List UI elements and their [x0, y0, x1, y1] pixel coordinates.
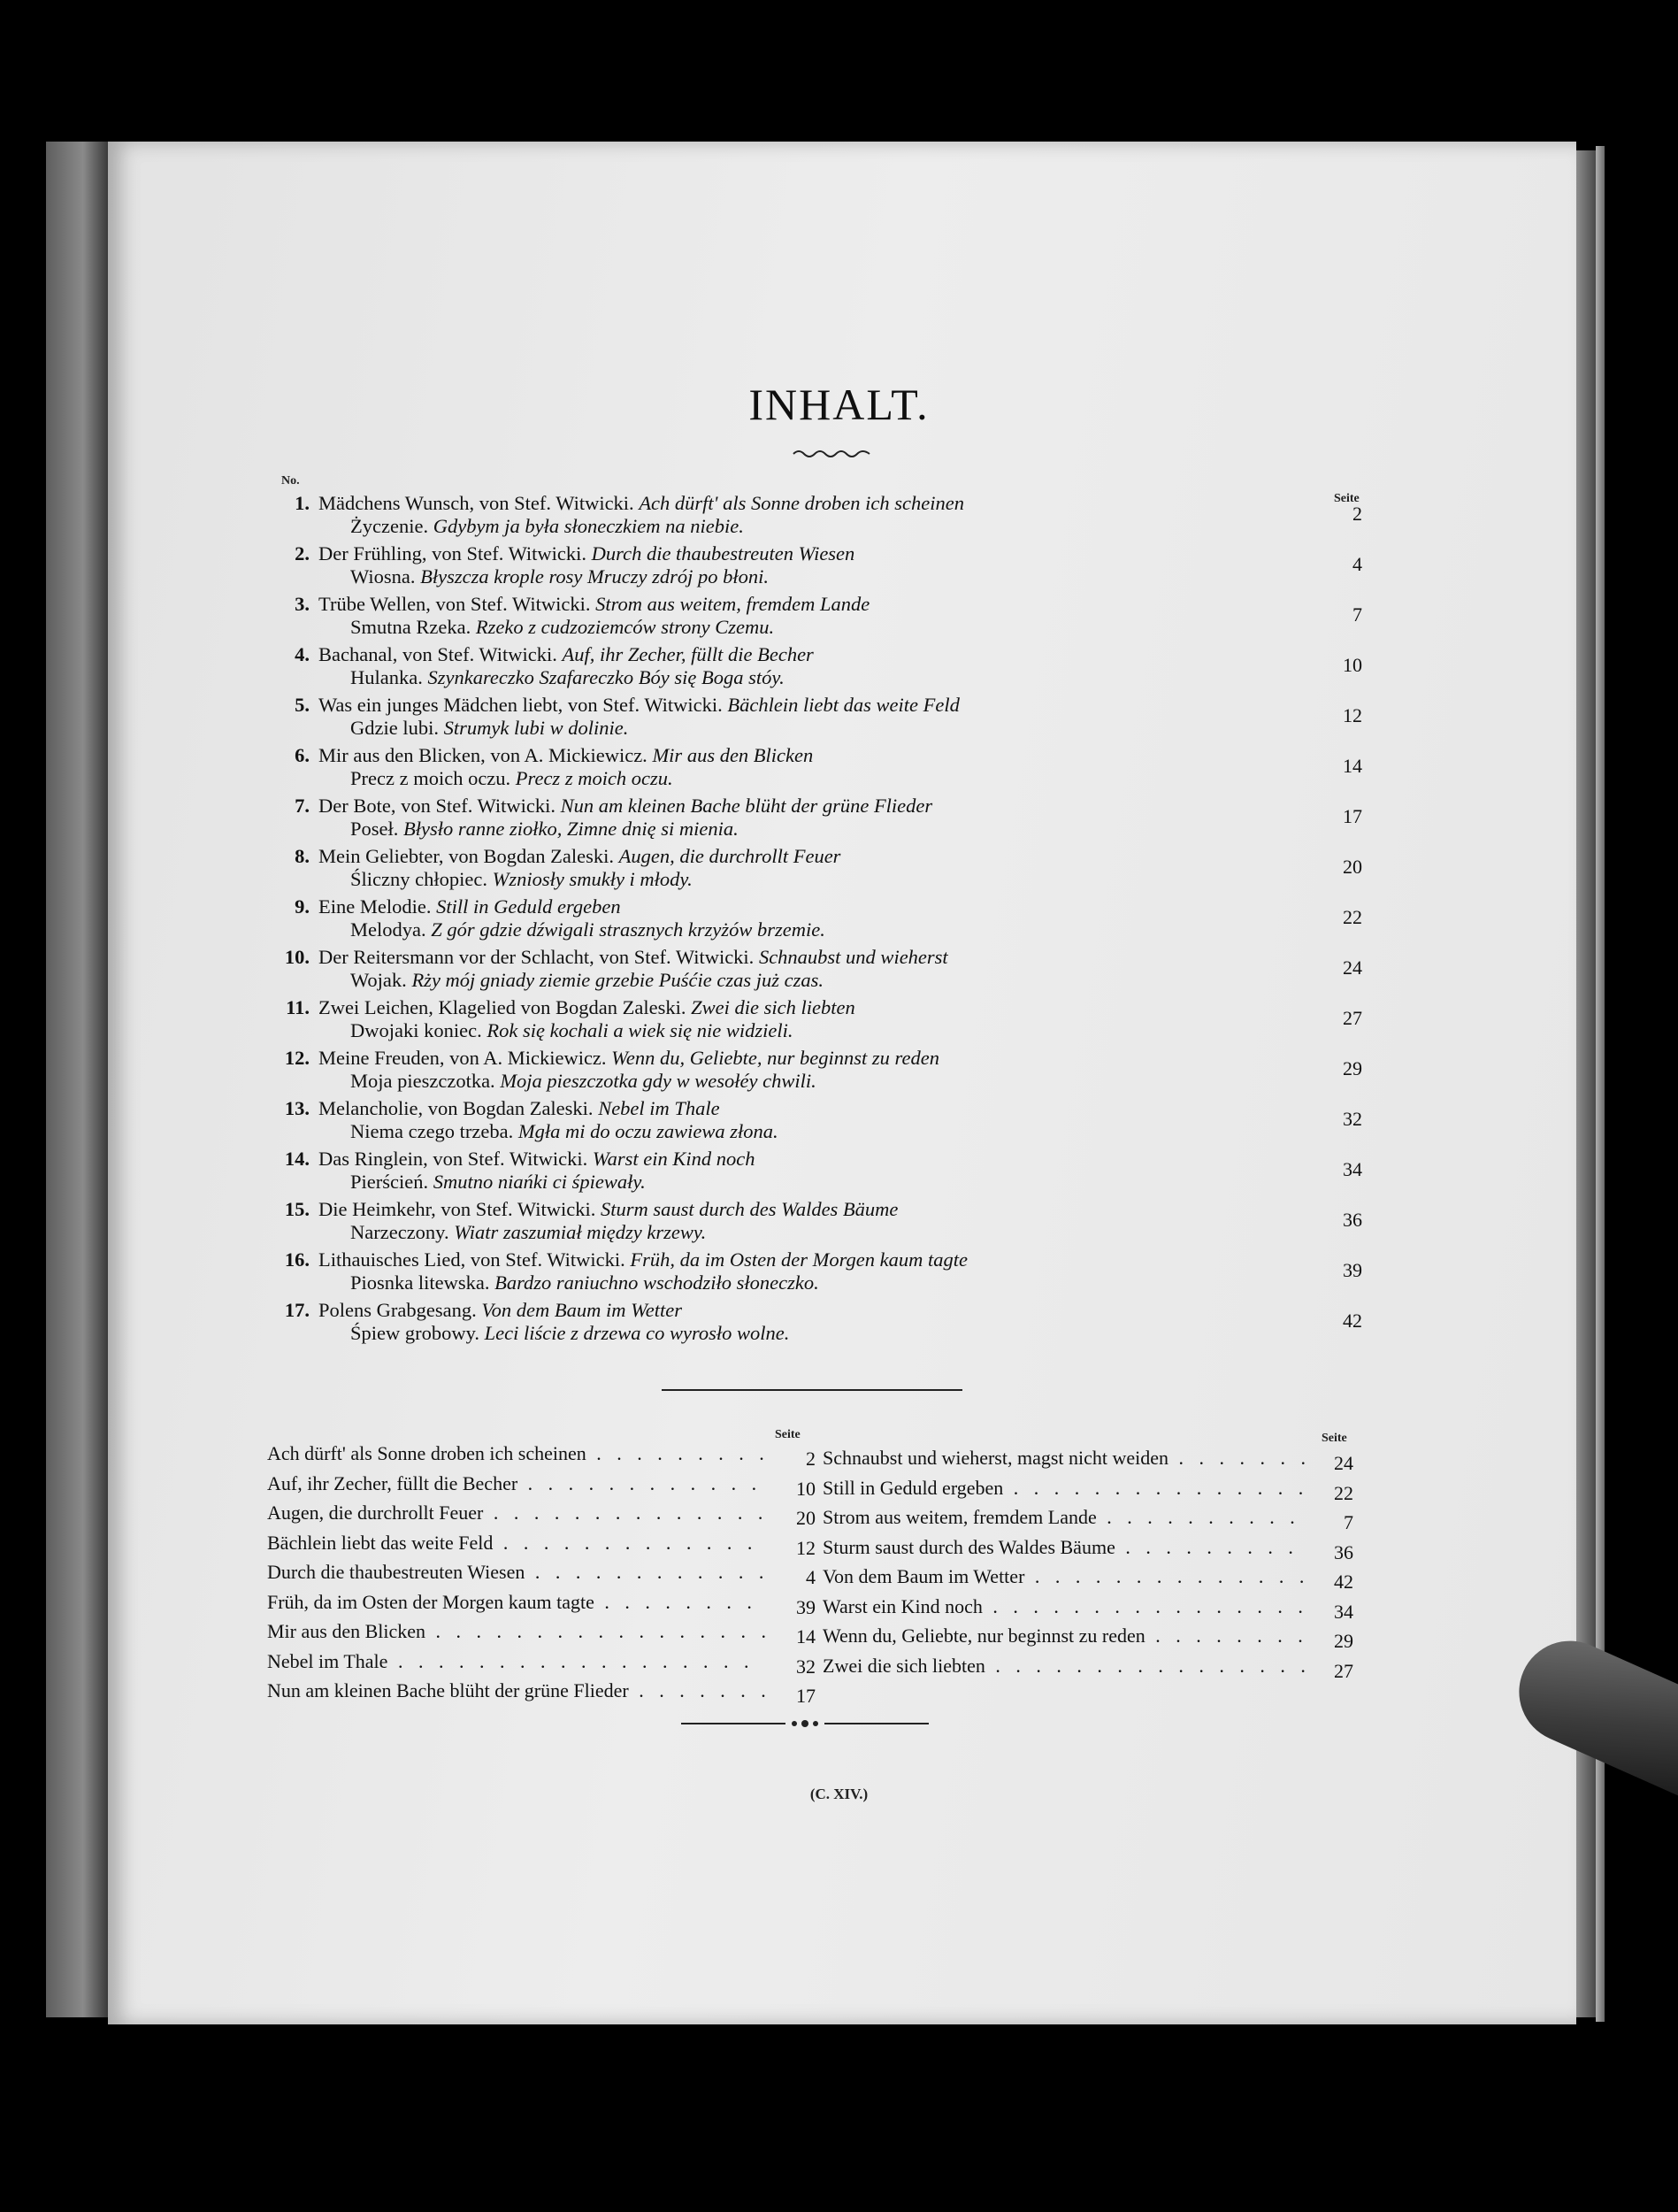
toc-entry	[265, 991, 1362, 1041]
leader-dots: . . . . . . . . .	[586, 1442, 770, 1464]
toc-entry	[265, 789, 1362, 840]
leader-dots: . . . . . . . . . . . . . . .	[1003, 1476, 1309, 1499]
toc-entry-title: Meine Freuden, von A. Mickiewicz.	[318, 1047, 607, 1069]
index-row	[267, 1591, 816, 1621]
index-title	[267, 1679, 771, 1702]
index-row	[267, 1561, 816, 1591]
toc-entry-title: Mein Geliebter, von Bogdan Zaleski.	[318, 845, 615, 867]
index-page: 20	[796, 1507, 816, 1529]
toc-entry	[265, 588, 1362, 638]
toc-entry	[265, 487, 1362, 537]
index-row	[823, 1506, 1353, 1536]
toc-entry-polish-title: Dwojaki koniec.	[350, 1019, 482, 1041]
section-divider	[662, 1389, 962, 1391]
toc-entry-page: 20	[1343, 856, 1362, 878]
index-title-text: Augen, die durchrollt Feuer	[267, 1502, 484, 1524]
toc-page-header: Seite	[1334, 492, 1360, 505]
toc-entry	[265, 1041, 1362, 1092]
toc-entry-page: 32	[1343, 1108, 1362, 1130]
toc-entry-page: 7	[1352, 603, 1362, 626]
toc-entry-german	[265, 1097, 1362, 1120]
toc-entry-title: Mir aus den Blicken, von A. Mickiewicz.	[318, 744, 647, 766]
index-page: 42	[1334, 1571, 1353, 1593]
toc-entry-number: 17.	[284, 1299, 310, 1321]
toc-entry-polish-incipit: Wiatr zaszumiał między krzewy.	[454, 1221, 707, 1243]
leader-dots: . . . . . . . . . . . . . . . .	[985, 1654, 1311, 1677]
index-row	[267, 1442, 816, 1472]
toc-entry-polish-title: Wojak.	[350, 969, 407, 991]
index-title-text: Nebel im Thale	[267, 1649, 388, 1672]
toc-entry-german	[265, 795, 1362, 818]
index-title-text: Mir aus den Blicken	[267, 1620, 426, 1642]
toc-entry-polish	[265, 616, 1362, 639]
table-of-contents	[265, 487, 1362, 1344]
toc-entry-german	[265, 1248, 1362, 1271]
toc-entry-number: 16.	[284, 1248, 310, 1271]
toc-entry-incipit: Von dem Baum im Wetter	[481, 1299, 682, 1321]
toc-entry-page: 27	[1343, 1007, 1362, 1029]
toc-entry-polish-incipit: Rży mój gniady ziemie grzebie Puśćie czas już czas.	[411, 969, 824, 991]
toc-entry-polish-title: Smutna Rzeka.	[350, 616, 471, 638]
toc-entry-title: Zwei Leichen, Klagelied von Bogdan Zaleski.	[318, 996, 686, 1018]
toc-entry-polish-incipit: Gdybym ja była słoneczkiem na niebie.	[433, 515, 744, 537]
index-title	[267, 1502, 768, 1525]
toc-entry-page: 4	[1352, 553, 1362, 575]
toc-entry-incipit: Mir aus den Blicken	[652, 744, 814, 766]
toc-entry-incipit: Augen, die durchrollt Feuer	[618, 845, 841, 867]
toc-entry-german	[265, 593, 1362, 616]
toc-entry-incipit: Auf, ihr Zecher, füllt die Becher	[562, 643, 814, 665]
toc-entry-polish-incipit: Strumyk lubi w dolinie.	[443, 717, 629, 739]
toc-entry-incipit: Durch die thaubestreuten Wiesen	[591, 542, 855, 565]
leader-dots: . . . . . . . . . . . .	[525, 1561, 770, 1583]
toc-entry-title: Der Frühling, von Stef. Witwicki.	[318, 542, 587, 565]
index-title	[823, 1655, 1311, 1678]
first-line-index-left	[267, 1442, 816, 1709]
index-title-text: Von dem Baum im Wetter	[823, 1565, 1025, 1587]
toc-entry-number: 14.	[284, 1148, 310, 1170]
toc-entry-polish-incipit: Leci liście z drzewa co wyrosło wolne.	[484, 1322, 790, 1344]
toc-entry-german	[265, 946, 1362, 969]
toc-entry-page: 22	[1343, 906, 1362, 928]
index-row	[823, 1655, 1353, 1685]
toc-entry-number: 13.	[284, 1097, 310, 1119]
toc-entry	[265, 1193, 1362, 1243]
toc-entry-polish	[265, 666, 1362, 689]
toc-entry-polish-title: Narzeczony.	[350, 1221, 449, 1243]
toc-entry-incipit: Ach dürft' als Sonne droben ich scheinen	[639, 492, 964, 514]
index-page: 34	[1334, 1600, 1353, 1623]
toc-entry-title: Die Heimkehr, von Stef. Witwicki.	[318, 1198, 596, 1220]
toc-entry	[265, 688, 1362, 739]
index-title-text: Durch die thaubestreuten Wiesen	[267, 1561, 525, 1583]
index-title-text: Wenn du, Geliebte, nur beginnst zu reden	[823, 1624, 1145, 1647]
toc-entry-polish-incipit: Wzniosły smukły i młody.	[492, 868, 693, 890]
toc-entry-page: 42	[1343, 1310, 1362, 1332]
toc-entry	[265, 1243, 1362, 1294]
toc-entry-number: 4.	[295, 643, 310, 665]
index-title-text: Bächlein liebt das weite Feld	[267, 1531, 494, 1554]
index-title-text: Strom aus weitem, fremdem Lande	[823, 1506, 1097, 1528]
index-title-text: Früh, da im Osten der Morgen kaum tagte	[267, 1590, 594, 1613]
toc-entry-german	[265, 492, 1362, 515]
index-page: 14	[796, 1625, 816, 1647]
toc-entry-polish	[265, 1171, 1362, 1194]
index-row	[267, 1472, 816, 1502]
title-ornament	[792, 448, 871, 460]
index-title	[823, 1447, 1311, 1470]
toc-entry-polish-title: Śliczny chłopiec.	[350, 868, 487, 890]
toc-entry-incipit: Nebel im Thale	[598, 1097, 720, 1119]
toc-entry-polish-title: Niema czego trzeba.	[350, 1120, 514, 1142]
toc-entry-polish-title: Melodya.	[350, 918, 426, 941]
toc-entry-page: 12	[1343, 704, 1362, 726]
toc-entry-title: Lithauisches Lied, von Stef. Witwicki.	[318, 1248, 625, 1271]
index-title-text: Auf, ihr Zecher, füllt die Becher	[267, 1471, 518, 1494]
toc-entry-number: 8.	[295, 845, 310, 867]
toc-entry-title: Mädchens Wunsch, von Stef. Witwicki.	[318, 492, 634, 514]
index-page: 7	[1344, 1511, 1353, 1533]
toc-entry-title: Bachanal, von Stef. Witwicki.	[318, 643, 557, 665]
toc-entry-polish-incipit: Błysło ranne ziołko, Zimne dnię si mienia.	[403, 818, 739, 840]
index-title-text: Schnaubst und wieherst, magst nicht weiden	[823, 1447, 1169, 1469]
index-row	[823, 1595, 1353, 1625]
toc-entry-polish-title: Wiosna.	[350, 565, 416, 588]
toc-entry-german	[265, 694, 1362, 717]
index-title	[823, 1595, 1308, 1618]
toc-entry	[265, 1092, 1362, 1142]
toc-entry-german	[265, 895, 1362, 918]
toc-entry-polish	[265, 1322, 1362, 1345]
index-row	[823, 1477, 1353, 1507]
toc-entry-title: Der Bote, von Stef. Witwicki.	[318, 795, 556, 817]
index-row	[267, 1679, 816, 1709]
index-title	[823, 1624, 1308, 1647]
toc-entry-polish-incipit: Bardzo raniuchno wschodziło słoneczko.	[494, 1271, 819, 1294]
toc-entry-polish-title: Precz z moich oczu.	[350, 767, 511, 789]
index-title	[823, 1477, 1308, 1500]
toc-entry-title: Polens Grabgesang.	[318, 1299, 477, 1321]
index-page: 24	[1334, 1452, 1353, 1474]
toc-entry-polish	[265, 767, 1362, 790]
bottom-ornament	[681, 1717, 929, 1731]
leader-dots: . . . . . . . .	[1145, 1624, 1308, 1647]
toc-entry-polish	[265, 969, 1362, 992]
toc-entry-page: 10	[1343, 654, 1362, 676]
toc-entry-page: 24	[1343, 956, 1362, 979]
index-title-text: Zwei die sich liebten	[823, 1654, 985, 1677]
index-title-text: Nun am kleinen Bache blüht der grüne Flieder	[267, 1679, 629, 1701]
toc-entry	[265, 638, 1362, 688]
index-row	[823, 1536, 1353, 1566]
toc-entry-polish-incipit: Precz z moich oczu.	[515, 767, 673, 789]
toc-entry-incipit: Schnaubst und wieherst	[758, 946, 948, 968]
toc-entry-number: 15.	[284, 1198, 310, 1220]
toc-entry-polish	[265, 1221, 1362, 1244]
toc-entry	[265, 537, 1362, 588]
index-page: 27	[1334, 1659, 1353, 1682]
toc-entry-polish	[265, 1019, 1362, 1042]
toc-entry-polish-incipit: Rzeko z cudzoziemców strony Czemu.	[475, 616, 775, 638]
index-row	[823, 1447, 1353, 1477]
toc-entry-polish-title: Życzenie.	[350, 515, 429, 537]
toc-entry-incipit: Sturm saust durch des Waldes Bäume	[600, 1198, 899, 1220]
index-title-text: Warst ein Kind noch	[823, 1594, 983, 1617]
index-title	[267, 1472, 762, 1495]
toc-entry-title: Der Reitersmann vor der Schlacht, von Stef. Witwicki.	[318, 946, 755, 968]
toc-entry-polish	[265, 868, 1362, 891]
toc-entry-number: 10.	[284, 946, 310, 968]
catalog-number: (C. XIV.)	[809, 1786, 869, 1802]
page-title: INHALT.	[748, 380, 930, 429]
toc-entry-polish-incipit: Smutno niańki ci śpiewały.	[433, 1171, 646, 1193]
toc-entry-polish	[265, 1070, 1362, 1093]
index-title	[267, 1561, 769, 1584]
index-row	[267, 1620, 816, 1650]
index-page: 17	[796, 1685, 816, 1707]
toc-entry-polish	[265, 717, 1362, 740]
index-row	[823, 1565, 1353, 1595]
toc-entry-polish	[265, 1120, 1362, 1143]
toc-entry-incipit: Früh, da im Osten der Morgen kaum tagte	[630, 1248, 968, 1271]
toc-entry-title: Eine Melodie.	[318, 895, 432, 918]
index-page: 36	[1334, 1540, 1353, 1563]
toc-entry-polish	[265, 515, 1362, 538]
toc-number-header: No.	[281, 474, 300, 488]
toc-entry-german	[265, 1047, 1362, 1070]
toc-entry-polish	[265, 918, 1362, 941]
toc-entry-page: 2	[1352, 503, 1362, 525]
toc-entry-title: Melancholie, von Bogdan Zaleski.	[318, 1097, 594, 1119]
index-left-page-header: Seite	[775, 1428, 801, 1441]
index-title-text: Ach dürft' als Sonne droben ich scheinen	[267, 1442, 586, 1464]
leader-dots: . . . . . . . .	[594, 1590, 757, 1613]
toc-entry-german	[265, 996, 1362, 1019]
index-title	[823, 1506, 1300, 1529]
toc-entry-number: 3.	[295, 593, 310, 615]
toc-entry-german	[265, 542, 1362, 565]
index-title	[267, 1442, 770, 1465]
toc-entry-number: 5.	[295, 694, 310, 716]
index-right-page-header: Seite	[1322, 1432, 1347, 1445]
toc-entry-incipit: Warst ein Kind noch	[592, 1148, 755, 1170]
toc-entry	[265, 890, 1362, 941]
toc-entry-page: 34	[1343, 1158, 1362, 1180]
toc-entry-polish-title: Hulanka.	[350, 666, 423, 688]
index-title	[823, 1565, 1309, 1588]
toc-entry-german	[265, 1198, 1362, 1221]
leader-dots: . . . . . . . . . . . . .	[493, 1531, 758, 1554]
toc-entry-title: Das Ringlein, von Stef. Witwicki.	[318, 1148, 588, 1170]
toc-entry	[265, 840, 1362, 890]
index-page: 2	[806, 1448, 816, 1470]
toc-entry-number: 12.	[284, 1047, 310, 1069]
leader-dots: . . . . . . . . .	[1115, 1535, 1299, 1558]
index-title	[267, 1620, 771, 1643]
index-row	[267, 1532, 816, 1562]
index-title	[267, 1650, 754, 1673]
leader-dots: . . . . . . . . . . . .	[517, 1471, 762, 1494]
leader-dots: . . . . . . . . . . . . . . . .	[982, 1594, 1308, 1617]
toc-entry-page: 29	[1343, 1057, 1362, 1079]
toc-entry-polish-title: Pierścień.	[350, 1171, 429, 1193]
leader-dots: . . . . . . . . . .	[1096, 1506, 1300, 1528]
leader-dots: . . . . . . . . . . . . . . . . .	[425, 1620, 772, 1642]
toc-entry	[265, 1142, 1362, 1193]
toc-entry-incipit: Bächlein liebt das weite Feld	[727, 694, 960, 716]
toc-entry-incipit: Wenn du, Geliebte, nur beginnst zu reden	[611, 1047, 939, 1069]
toc-entry-title: Trübe Wellen, von Stef. Witwicki.	[318, 593, 591, 615]
toc-entry-polish-title: Poseł.	[350, 818, 399, 840]
toc-entry-incipit: Nun am kleinen Bache blüht der grüne Flieder	[560, 795, 933, 817]
toc-entry-polish	[265, 1271, 1362, 1294]
index-title-text: Still in Geduld ergeben	[823, 1476, 1004, 1499]
index-row	[267, 1650, 816, 1680]
leader-dots: . . . . . . .	[628, 1679, 771, 1701]
toc-entry-number: 11.	[286, 996, 310, 1018]
index-row	[823, 1624, 1353, 1655]
toc-entry-polish	[265, 818, 1362, 841]
index-page: 39	[796, 1595, 816, 1618]
toc-entry-number: 9.	[295, 895, 310, 918]
index-page: 12	[796, 1536, 816, 1559]
index-title	[267, 1532, 757, 1555]
index-title-text: Sturm saust durch des Waldes Bäume	[823, 1535, 1115, 1558]
first-line-index-right	[823, 1447, 1353, 1684]
toc-entry-polish-incipit: Błyszcza krople rosy Mruczy zdrój po błoni.	[420, 565, 770, 588]
toc-entry	[265, 1294, 1362, 1344]
toc-entry	[265, 739, 1362, 789]
toc-entry-polish-incipit: Z gór gdzie dźwigali strasznych krzyżów brzemie.	[431, 918, 825, 941]
index-title	[267, 1591, 757, 1614]
toc-entry-polish	[265, 565, 1362, 588]
toc-entry-incipit: Strom aus weitem, fremdem Lande	[595, 593, 870, 615]
leader-dots: . . . . . . . . . . . . . .	[483, 1502, 769, 1524]
toc-entry-polish-title: Piosnka litewska.	[350, 1271, 490, 1294]
toc-entry-number: 6.	[295, 744, 310, 766]
toc-entry-polish-incipit: Moja pieszczotka gdy w wesołéy chwili.	[500, 1070, 816, 1092]
toc-entry-incipit: Still in Geduld ergeben	[436, 895, 621, 918]
toc-entry-polish-title: Gdzie lubi.	[350, 717, 439, 739]
toc-entry-page: 17	[1343, 805, 1362, 827]
index-page: 29	[1334, 1630, 1353, 1652]
index-page: 32	[796, 1655, 816, 1678]
leader-dots: . . . . . . .	[1168, 1447, 1312, 1469]
toc-entry-polish-title: Śpiew grobowy.	[350, 1322, 480, 1344]
index-title	[823, 1536, 1299, 1559]
toc-entry-polish-title: Moja pieszczotka.	[350, 1070, 495, 1092]
toc-entry-number: 7.	[295, 795, 310, 817]
index-page: 22	[1334, 1481, 1353, 1504]
leader-dots: . . . . . . . . . . . . . .	[1024, 1565, 1310, 1587]
toc-entry-page: 14	[1343, 755, 1362, 777]
toc-entry-incipit: Zwei die sich liebten	[691, 996, 855, 1018]
toc-entry-number: 2.	[295, 542, 310, 565]
toc-entry-german	[265, 1299, 1362, 1322]
toc-entry-page: 36	[1343, 1209, 1362, 1231]
toc-entry-page: 39	[1343, 1259, 1362, 1281]
leader-dots: . . . . . . . . . . . . . . . . . .	[387, 1649, 755, 1672]
toc-entry-polish-incipit: Szynkareczko Szafareczko Bóy się Boga stóy.	[427, 666, 785, 688]
toc-entry-german	[265, 643, 1362, 666]
toc-entry-polish-incipit: Rok się kochali a wiek się nie widzieli.	[487, 1019, 793, 1041]
toc-entry-german	[265, 744, 1362, 767]
toc-entry	[265, 941, 1362, 991]
index-page: 4	[806, 1566, 816, 1588]
index-page: 10	[796, 1477, 816, 1500]
toc-entry-german	[265, 845, 1362, 868]
toc-entry-number: 1.	[295, 492, 310, 514]
toc-entry-polish-incipit: Mgła mi do oczu zawiewa złona.	[517, 1120, 778, 1142]
index-row	[267, 1502, 816, 1532]
toc-entry-german	[265, 1148, 1362, 1171]
toc-entry-title: Was ein junges Mädchen liebt, von Stef. Witwicki.	[318, 694, 723, 716]
